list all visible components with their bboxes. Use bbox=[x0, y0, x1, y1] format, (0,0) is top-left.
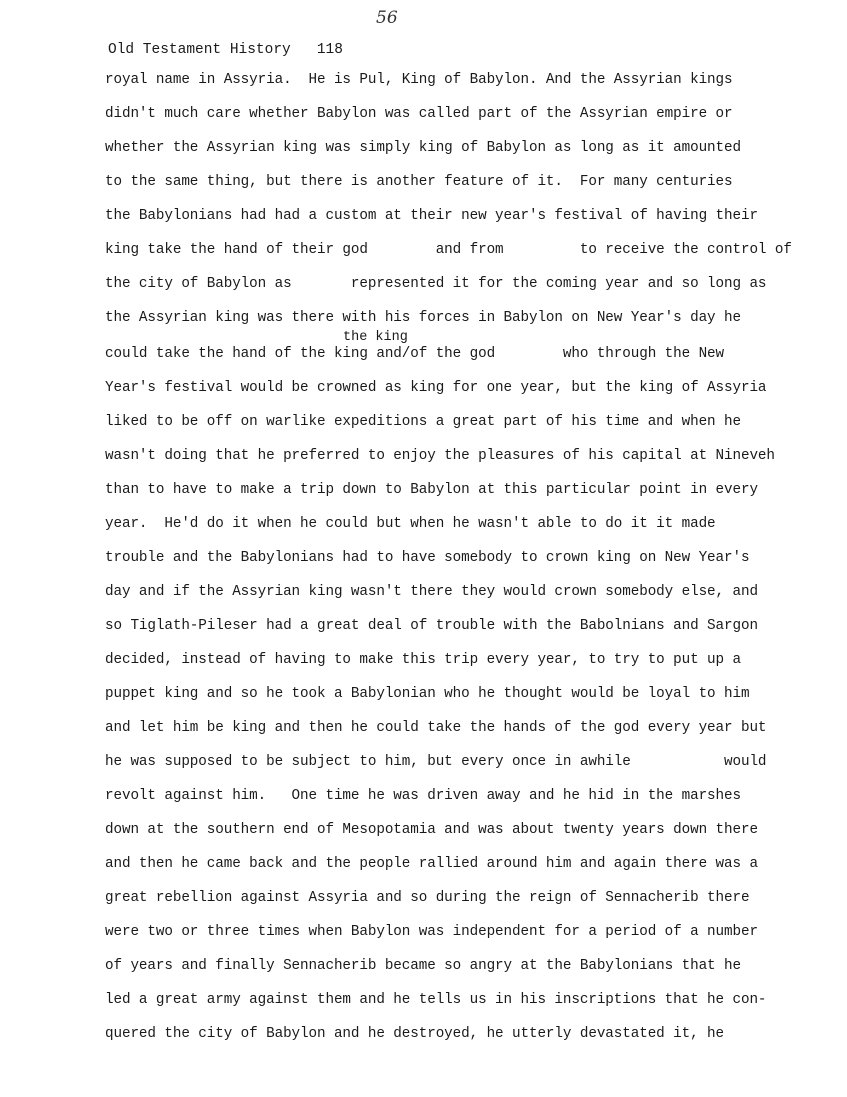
text-line: day and if the Assyrian king wasn't there they would crown somebody else, and bbox=[105, 584, 758, 600]
text-line: led a great army against them and he tells us in his inscriptions that he con- bbox=[105, 992, 767, 1008]
text-line: the city of Babylon as represented it for the coming year and so long as bbox=[105, 276, 767, 292]
text-line: so Tiglath-Pileser had a great deal of trouble with the Babolnians and Sargon bbox=[105, 618, 758, 634]
page-number: 56 bbox=[376, 8, 398, 28]
text-line: liked to be off on warlike expeditions a great part of his time and when he bbox=[105, 414, 741, 430]
text-line: were two or three times when Babylon was independent for a period of a number bbox=[105, 924, 758, 940]
text-line: he was supposed to be subject to him, but every once in awhile would bbox=[105, 754, 767, 770]
text-line: didn't much care whether Babylon was called part of the Assyrian empire or bbox=[105, 106, 733, 122]
text-line: the Babylonians had had a custom at their new year's festival of having their bbox=[105, 208, 758, 224]
text-line: quered the city of Babylon and he destroyed, he utterly devastated it, he bbox=[105, 1026, 725, 1042]
text-line: royal name in Assyria. He is Pul, King of Babylon. And the Assyrian kings bbox=[105, 72, 733, 88]
interlinear-insert: the king bbox=[343, 330, 408, 345]
text-line: great rebellion against Assyria and so during the reign of Sennacherib there bbox=[105, 890, 750, 906]
text-line: puppet king and so he took a Babylonian who he thought would be loyal to him bbox=[105, 686, 750, 702]
text-line: Year's festival would be crowned as king for one year, but the king of Assyria bbox=[105, 380, 767, 396]
text-line: decided, instead of having to make this trip every year, to try to put up a bbox=[105, 652, 741, 668]
text-line: down at the southern end of Mesopotamia and was about twenty years down there bbox=[105, 822, 758, 838]
text-line: whether the Assyrian king was simply king of Babylon as long as it amounted bbox=[105, 140, 741, 156]
text-line: the Assyrian king was there with his forces in Babylon on New Year's day he bbox=[105, 310, 741, 326]
text-line: and then he came back and the people rallied around him and again there was a bbox=[105, 856, 758, 872]
text-line: of years and finally Sennacherib became so angry at the Babylonians that he bbox=[105, 958, 741, 974]
text-line: than to have to make a trip down to Babylon at this particular point in every bbox=[105, 482, 758, 498]
text-line: trouble and the Babylonians had to have somebody to crown king on New Year's bbox=[105, 550, 750, 566]
text-line: king take the hand of their god and from to receive the control of bbox=[105, 242, 792, 258]
running-header: Old Testament History 118 bbox=[108, 42, 343, 58]
text-line: revolt against him. One time he was driven away and he hid in the marshes bbox=[105, 788, 741, 804]
text-line: to the same thing, but there is another feature of it. For many centuries bbox=[105, 174, 733, 190]
text-line: wasn't doing that he preferred to enjoy the pleasures of his capital at Nineveh bbox=[105, 448, 775, 464]
text-line: and let him be king and then he could take the hands of the god every year but bbox=[105, 720, 767, 736]
text-line: year. He'd do it when he could but when he wasn't able to do it it made bbox=[105, 516, 716, 532]
text-line: could take the hand of the king and/of the god who through the New bbox=[105, 346, 725, 362]
